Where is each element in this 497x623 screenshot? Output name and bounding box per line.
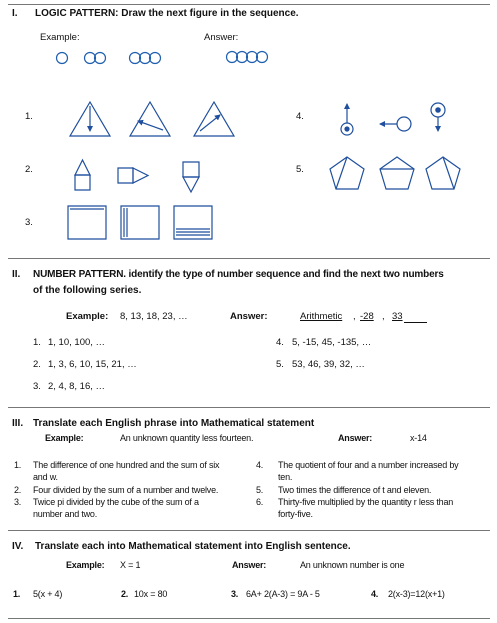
house-shape [75,160,90,190]
s4-item-1-number: 1. [13,589,21,599]
s3-item-6-line1: Thirty-five multiplied by the quantity r less than [278,497,454,507]
triangle-arrow-3 [194,102,234,136]
s4-answer-label: Answer: [232,560,267,570]
pentagon-2 [380,157,414,189]
s4-item-4-number: 4. [371,589,379,599]
circle-arrow-left [380,117,411,131]
triangle-arrow-1 [70,102,110,136]
answer-label: Answer: [204,32,239,43]
s4-answer-text: An unknown number is one [300,560,405,570]
s2-item-1-number: 1. [33,337,41,348]
s2-answer-underline [404,322,427,323]
item-4-label: 4. [296,111,304,122]
s3-item-6-number: 6. [256,497,264,507]
dot-circle-arrow-up [341,104,353,135]
triangle-arrow-2 [130,102,170,136]
square-bottom-lines [174,206,212,239]
section-1-title: LOGIC PATTERN: Draw the next figure in the sequence. [35,8,299,19]
s2-answer-number-1: -28 [360,311,374,322]
s3-example-text: An unknown quantity less fourteen. [120,433,254,443]
bottom-rule [8,618,490,619]
s3-item-3-line1: Twice pi divided by the cube of the sum of a [33,497,199,507]
s2-item-3-number: 3. [33,381,41,392]
s2-example-sequence: 8, 13, 18, 23, … [120,311,188,322]
s3-item-4-number: 4. [256,460,264,470]
pentagon-3 [426,157,460,189]
s3-example-label: Example: [45,433,84,443]
s4-item-2-text: 10x = 80 [134,589,168,599]
section-3-number: III. [12,418,24,429]
s2-answer-type: Arithmetic [300,311,343,322]
example-label: Example: [40,32,80,43]
item-3-label: 3. [25,217,33,228]
s4-example-text: X = 1 [120,560,141,570]
s4-item-3-number: 3. [231,589,239,599]
s4-item-1-text: 5(x + 4) [33,589,63,599]
section-4-title: Translate each into Mathematical statement into English sentence. [35,541,351,552]
s3-item-6-line2: forty-five. [278,509,313,519]
s4-item-2-number: 2. [121,589,129,599]
item-1-label: 1. [25,111,33,122]
s3-item-1-line2: and w. [33,472,58,482]
s3-item-1-line1: The difference of one hundred and the sum of six [33,460,220,470]
s2-answer-separator: , [353,311,356,322]
s3-answer-label: Answer: [338,433,373,443]
square-left-lines [121,206,159,239]
s2-example-label: Example: [66,311,109,322]
s3-item-2-number: 2. [14,485,22,495]
s3-answer-text: x-14 [410,433,427,443]
s2-answer-number-2: 33 [392,311,403,322]
inverted-house-shape [183,162,199,192]
section-2-rule [8,258,490,259]
section-2-title-line1: NUMBER PATTERN. identify the type of number sequence and find the next two numbers [33,269,444,280]
s3-item-3-number: 3. [14,497,22,507]
s4-item-3-text: 6A+ 2(A-3) = 9A - 5 [246,589,320,599]
s3-item-4-line2: ten. [278,472,293,482]
s2-item-4-text: 5, -15, 45, -135, … [292,337,372,348]
square-top-line [68,206,106,239]
pentagon-1 [330,157,364,189]
s3-item-1-number: 1. [14,460,22,470]
s2-item-5-text: 53, 46, 39, 32, … [292,359,365,370]
s2-item-1-text: 1, 10, 100, … [48,337,106,348]
section-4-rule [8,530,490,531]
s2-item-3-text: 2, 4, 8, 16, … [48,381,106,392]
s4-example-label: Example: [66,560,105,570]
s2-item-4-number: 4. [276,337,284,348]
section-4-number: IV. [12,541,24,552]
sideways-house-shape [118,168,148,183]
s2-answer-separator-2: , [382,311,385,322]
s3-item-5-number: 5. [256,485,264,495]
s3-item-2-line1: Four divided by the sum of a number and twelve. [33,485,219,495]
section-1-number: I. [12,8,18,19]
s3-item-5-line1: Two times the difference of t and eleven. [278,485,432,495]
s2-item-2-number: 2. [33,359,41,370]
section-2-number: II. [12,269,21,280]
s2-answer-label: Answer: [230,311,268,322]
s4-item-4-text: 2(x-3)=12(x+1) [388,589,445,599]
s3-item-3-line2: number and two. [33,509,98,519]
s2-item-2-text: 1, 3, 6, 10, 15, 21, … [48,359,137,370]
s3-item-4-line1: The quotient of four and a number increased by [278,460,459,470]
s2-item-5-number: 5. [276,359,284,370]
dot-circle-arrow-down [431,103,445,131]
section-2-title-line2: of the following series. [33,285,142,296]
item-5-label: 5. [296,164,304,175]
section-3-rule [8,407,490,408]
section-3-title: Translate each English phrase into Mathematical statement [33,418,315,429]
item-2-label: 2. [25,164,33,175]
